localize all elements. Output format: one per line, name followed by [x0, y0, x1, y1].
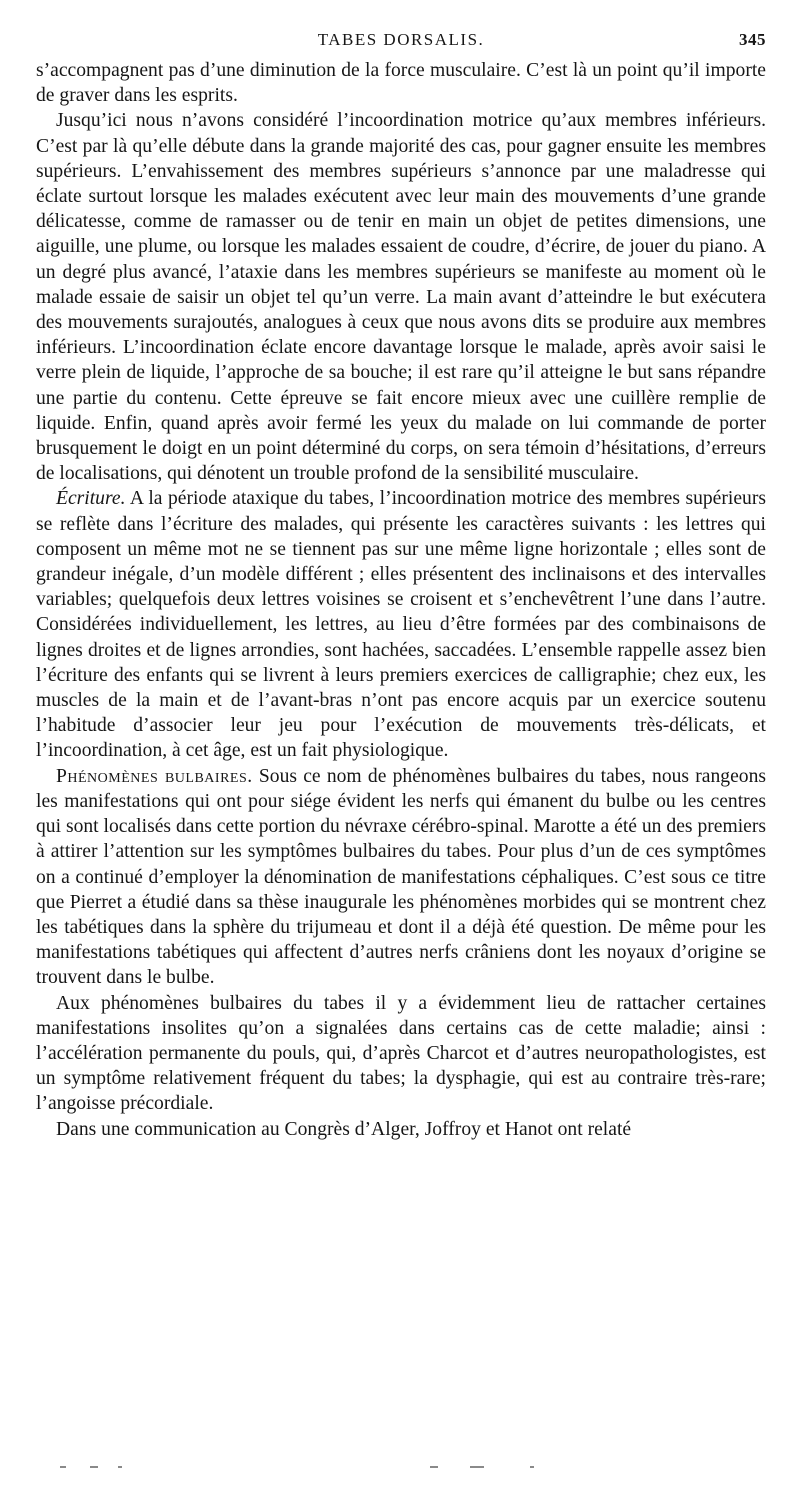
print-mark [470, 1466, 484, 1468]
paragraph-bulbar-manifestations [36, 991, 766, 1117]
paragraph-text: Aux phénomènes bulbaires du tabes il y a évidemment lieu de rattacher certaines manifestations insolites qu’on a signalées dans certains cas de cette maladie; ainsi : l’accélération permanente du pouls, qui, d’après Charcot et d’autres neuropathologistes, est un symptôme relativement fréquent du tabes; la dysphagie, qui est au contraire très-rare; l’angoisse précordiale. [36, 992, 766, 1115]
paragraph-text: Dans une communication au Congrès d’Alger, Joffroy et Hanot ont relaté [56, 1118, 632, 1140]
paragraph-text: A la période ataxique du tabes, l’incoordination motrice des membres supérieurs se reflète dans l’écriture des malades, qui présente les caractères suivants : les lettres qui composent un même mot ne se tiennent pas sur une même ligne horizontale ; elles sont de grandeur inégale, d’un modèle différent ; elles présentent des inclinaisons et des intervalles variables; quelquefois deux lettres voisines se croisent et s’enchevêtrent l’une dans l’autre. Considérées individuellement, les lettres, au lieu d’être formées par des combinaisons de lignes droites et de lignes arrondies, sont hachées, saccadées. L’ensemble rappelle assez bien l’écriture des enfants qui se livrent à leurs premiers exercices de calligraphie; chez eux, les muscles de la main et de l’avant-bras n’ont pas encore acquis par un exercice soutenu l’habitude d’associer leur jeu pour l’exécution de mouvements très-délicats, et l’incoordination, à cet âge, est un fait physiologique. [36, 488, 766, 762]
paragraph-upper-limb-incoordination [36, 108, 766, 486]
print-mark [530, 1466, 534, 1468]
paragraph-continuation [36, 58, 766, 108]
print-mark [430, 1466, 438, 1468]
running-title: TABES DORSALIS. [317, 30, 485, 49]
page-number: 345 [739, 30, 766, 49]
page-header [36, 30, 766, 58]
book-page [36, 30, 766, 1142]
paragraph-phenomenes-bulbaires [36, 764, 766, 991]
section-label-ecriture: Écriture. [56, 488, 126, 510]
print-mark [118, 1466, 122, 1468]
paragraph-ecriture [36, 486, 766, 763]
paragraph-text: Sous ce nom de phénomènes bulbaires du tabes, nous rangeons les manifestations qui ont pour siége évident les nerfs qui émanent du bulbe ou les centres qui sont localisés dans cette portion du névraxe cérébro-spinal. Marotte a été un des premiers à attirer l’attention sur les symptômes bulbaires du tabes. Pour plus d’un de ces symptômes on a continué d’employer la dénomination de manifestations céphaliques. C’est sous ce titre que Pierret a étudié dans sa thèse inaugurale les phénomènes morbides qui se montrent chez les tabétiques dans la sphère du trijumeau et dont il a déjà été question. De même pour les manifestations tabétiques qui affectent d’autres nerfs crâniens dont les noyaux d’origine se trouvent dans le bulbe. [36, 765, 766, 989]
footer-print-marks [60, 1466, 540, 1472]
body-text [36, 58, 766, 1142]
section-label-phenomenes-bulbaires: Phénomènes bulbaires. [56, 765, 253, 787]
print-mark [60, 1466, 66, 1468]
print-mark [90, 1466, 98, 1468]
paragraph-text: Jusqu’ici nous n’avons considéré l’incoordination motrice qu’aux membres inférieurs. C’est par là qu’elle débute dans la grande majorité des cas, pour gagner ensuite les membres supérieurs. L’envahissement des membres supérieurs s’annonce par une maladresse qui éclate surtout lorsque les malades exécutent avec leur main des mouvements d’une grande délicatesse, comme de ramasser ou de tenir en main un objet de petites dimensions, une aiguille, une plume, ou lorsque les malades essaient de coudre, d’écrire, de jouer du piano. A un degré plus avancé, l’ataxie dans les membres supérieurs se manifeste au moment où le malade essaie de saisir un objet tel qu’un verre. La main avant d’atteindre le but exécutera des mouvements surajoutés, analogues à ceux que nous avons dits se produire aux membres inférieurs. L’incoordination éclate encore davantage lorsque le malade, après avoir saisi le verre plein de liquide, l’approche de sa bouche; il est rare qu’il atteigne le but sans répandre une partie du contenu. Cette épreuve se fait encore mieux avec une cuillère remplie de liquide. Enfin, quand après avoir fermé les yeux du malade on lui commande de porter brusquement le doigt en un point déterminé du corps, on sera témoin d’hésitations, d’erreurs de localisations, qui dénotent un trouble profond de la sensibilité musculaire. [36, 110, 766, 485]
paragraph-text: s’accompagnent pas d’une diminution de la force musculaire. C’est là un point qu’il importe de graver dans les esprits. [36, 60, 766, 107]
paragraph-congres-alger [36, 1117, 766, 1142]
